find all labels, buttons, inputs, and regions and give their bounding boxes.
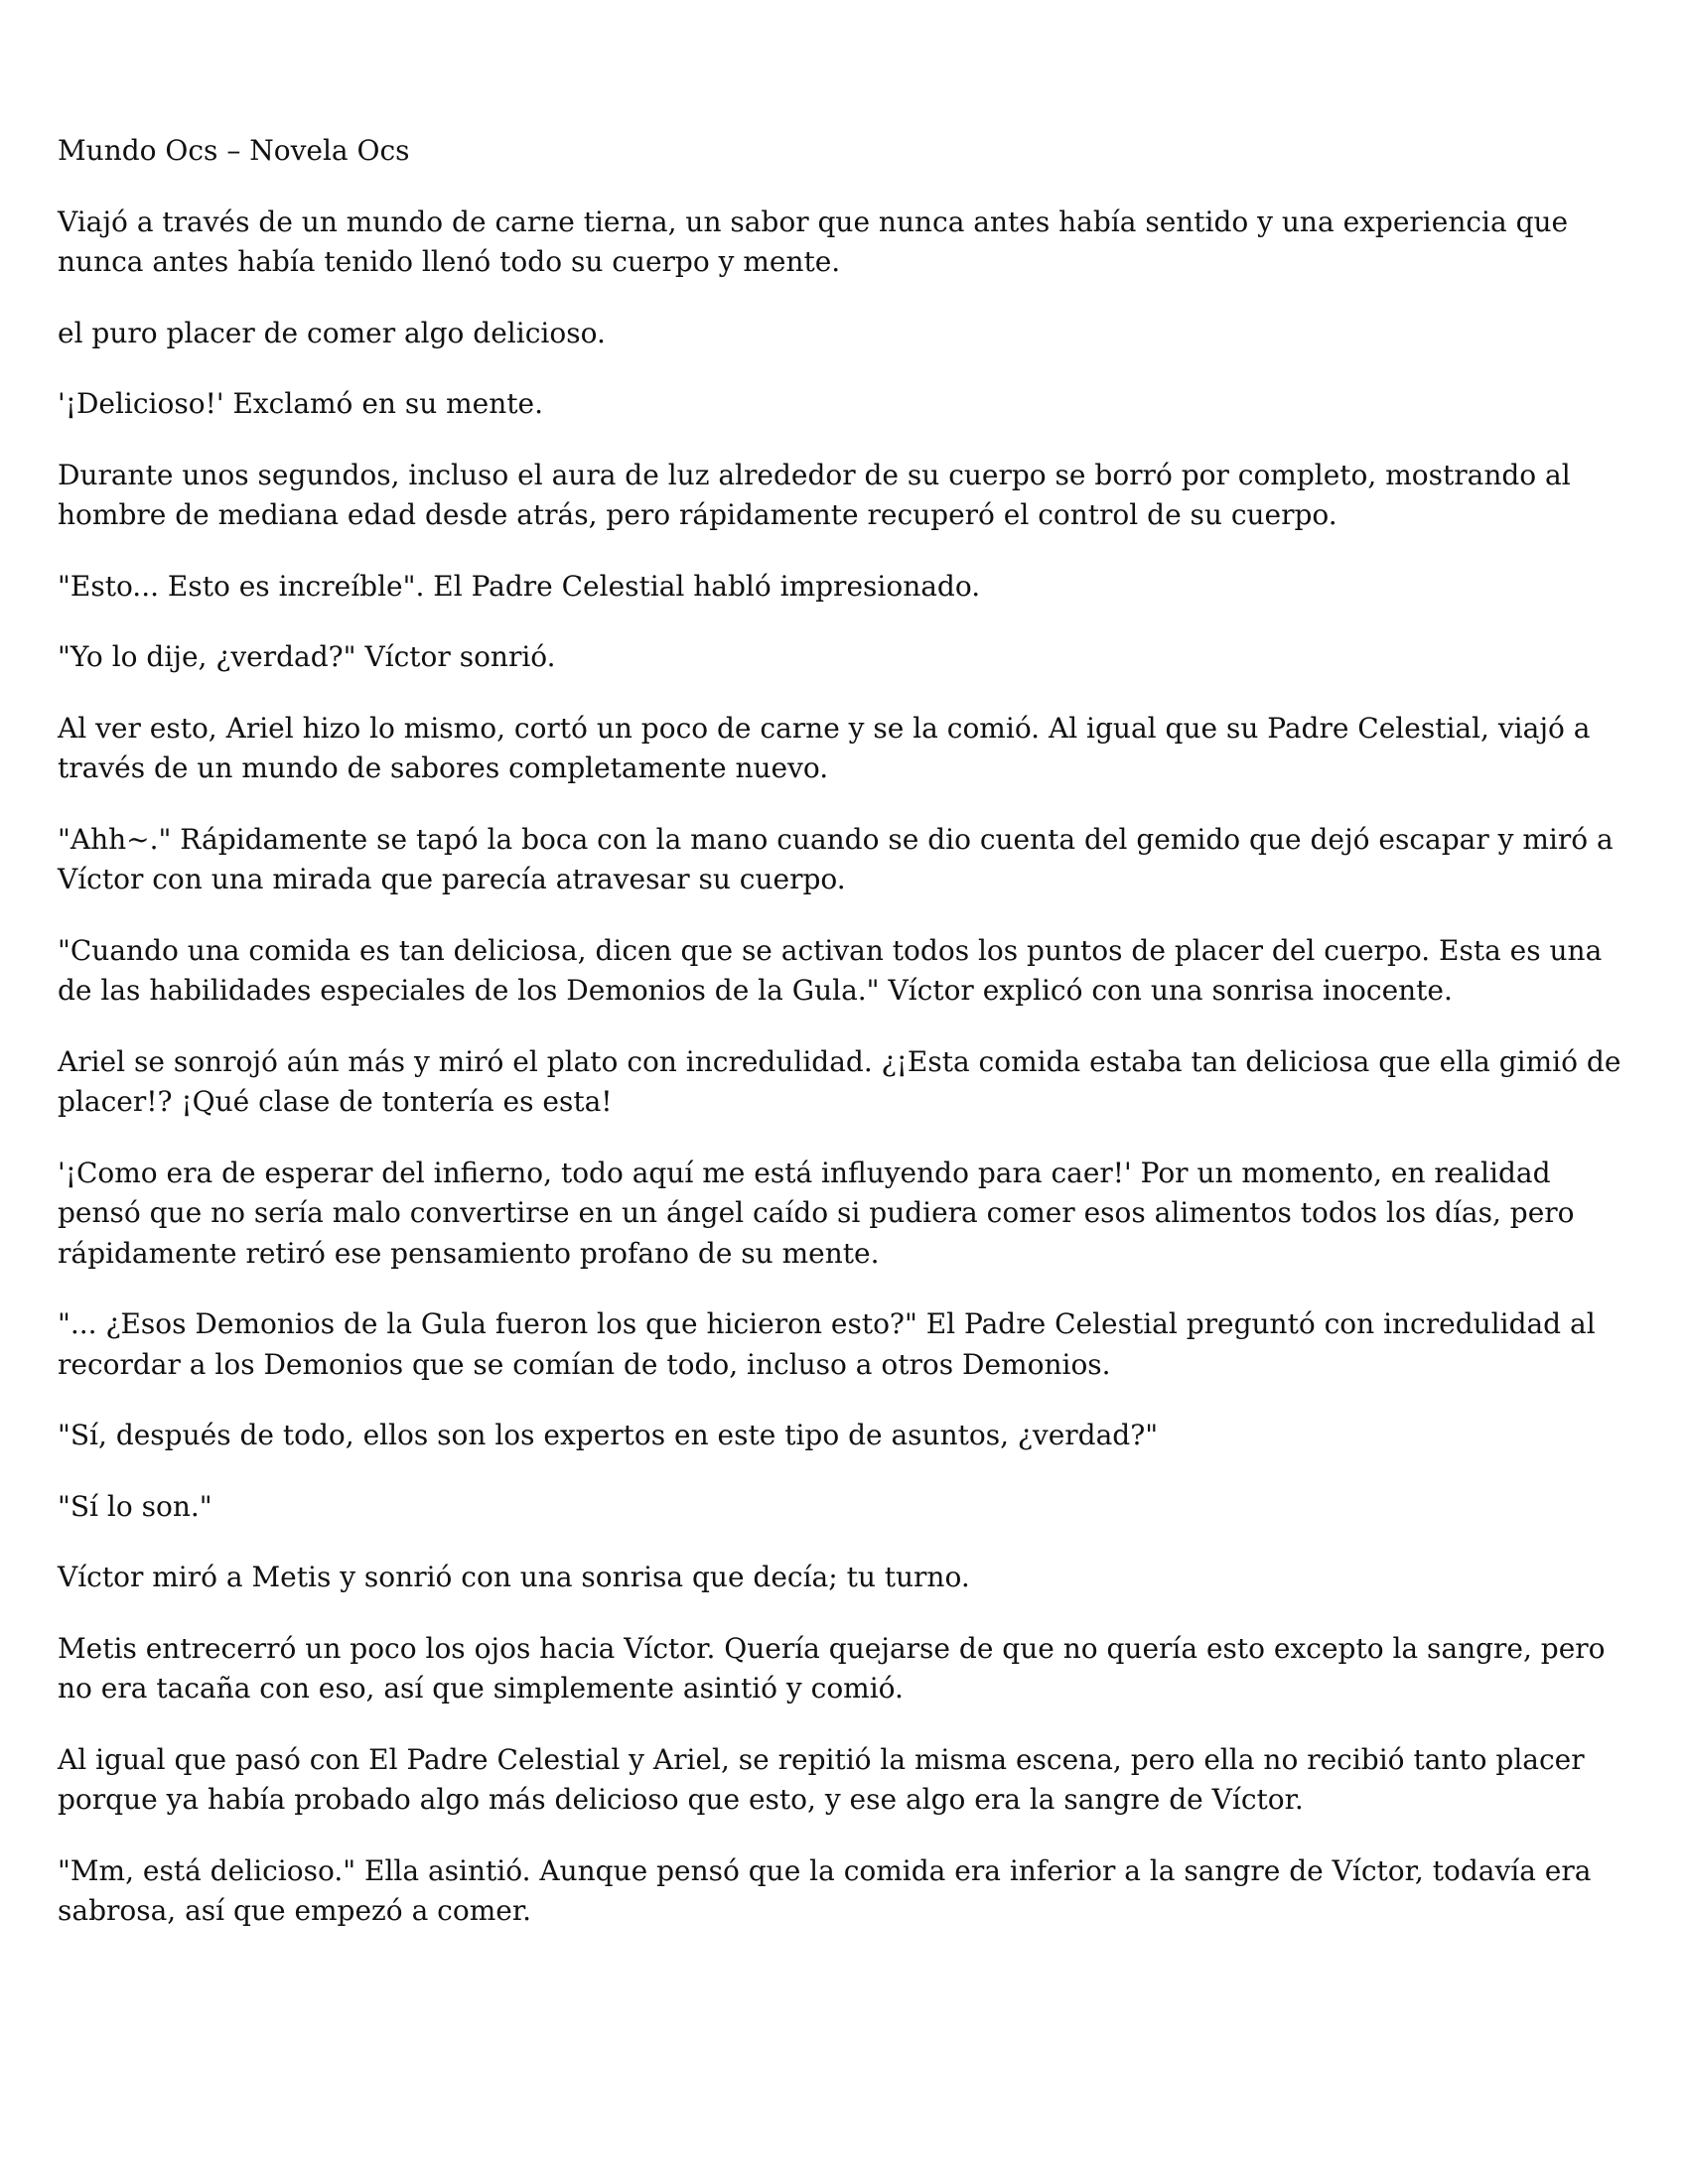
paragraph: "... ¿Esos Demonios de la Gula fueron los que hicieron esto?" El Padre Celestial preguntó con incredulidad al recordar a los Demonios que se comían de todo, incluso a otros Demonios.	[58, 1307, 1596, 1381]
paragraph: "Yo lo dije, ¿verdad?" Víctor sonrió.	[58, 640, 556, 673]
paragraph: "Esto... Esto es increíble". El Padre Celestial habló impresionado.	[58, 569, 981, 603]
paragraph: "Cuando una comida es tan deliciosa, dicen que se activan todos los puntos de placer del cuerpo. Esta es una de las habilidades especiales de los Demonios de la Gula." Víctor explicó con una sonrisa inocente.	[58, 933, 1603, 1007]
paragraph: Al ver esto, Ariel hizo lo mismo, cortó un poco de carne y se la comió. Al igual que su Padre Celestial, viajó a través de un mundo de sabores completamente nuevo.	[58, 711, 1591, 784]
paragraph: Durante unos segundos, incluso el aura de luz alrededor de su cuerpo se borró por completo, mostrando al hombre de mediana edad desde atrás, pero rápidamente recuperó el control de su cuerpo.	[58, 458, 1571, 531]
paragraph: '¡Como era de esperar del infierno, todo aquí me está influyendo para caer!' Por un momento, en realidad pensó que no sería malo convertirse en un ángel caído si pudiera comer esos alimentos todos los días, pero rápidamente retiró ese pensamiento profano de su mente.	[58, 1156, 1575, 1270]
paragraph: "Sí lo son."	[58, 1489, 212, 1523]
document-body	[58, 131, 1636, 1963]
paragraph: Metis entrecerró un poco los ojos hacia Víctor. Quería quejarse de que no quería esto excepto la sangre, pero no era tacaña con eso, así que simplemente asintió y comió.	[58, 1631, 1606, 1705]
paragraph: "Mm, está delicioso." Ella asintió. Aunque pensó que la comida era inferior a la sangre de Víctor, todavía era sabrosa, así que empezó a comer.	[58, 1853, 1592, 1927]
paragraph: Al igual que pasó con El Padre Celestial y Ariel, se repitió la misma escena, pero ella no recibió tanto placer porque ya había probado algo más delicioso que esto, y ese algo era la sangre de Víctor.	[58, 1742, 1585, 1816]
paragraph: Víctor miró a Metis y sonrió con una sonrisa que decía; tu turno.	[58, 1561, 970, 1593]
paragraph: Ariel se sonrojó aún más y miró el plato con incredulidad. ¿¡Esta comida estaba tan deliciosa que ella gimió de placer!? ¡Qué clase de tontería es esta!	[58, 1044, 1621, 1118]
paragraph: el puro placer de comer algo delicioso.	[58, 316, 606, 349]
document-header: Mundo Ocs – Novela Ocs	[58, 134, 410, 167]
paragraph: Viajó a través de un mundo de carne tierna, un sabor que nunca antes había sentido y una experiencia que nunca antes había tenido llenó todo su cuerpo y mente.	[58, 205, 1569, 278]
paragraph: '¡Delicioso!' Exclamó en su mente.	[58, 387, 544, 420]
paragraph: "Ahh~." Rápidamente se tapó la boca con la mano cuando se dio cuenta del gemido que dejó escapar y miró a Víctor con una mirada que parecía atravesar su cuerpo.	[58, 822, 1614, 895]
paragraph: "Sí, después de todo, ellos son los expertos en este tipo de asuntos, ¿verdad?"	[58, 1419, 1159, 1451]
